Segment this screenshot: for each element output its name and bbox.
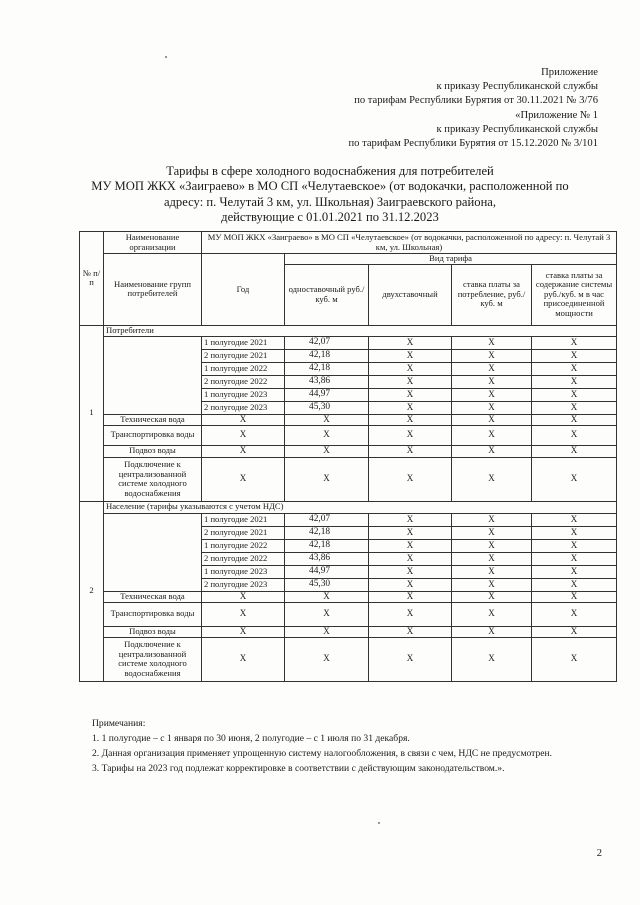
maintenance-rate-value: Х [532, 578, 617, 591]
document-header [348, 66, 598, 151]
service-year-value: Х [202, 425, 285, 445]
double-rate-value: Х [369, 401, 452, 414]
consumption-rate-value: Х [452, 445, 532, 457]
note-item: 1. 1 полугодие – с 1 января по 30 июня, 2 полугодие – с 1 июля по 31 декабря. [92, 733, 410, 744]
double-rate-value: Х [369, 414, 452, 425]
double-rate-value: Х [369, 565, 452, 578]
maintenance-rate-value: Х [532, 336, 617, 349]
consumption-rate-value: Х [452, 626, 532, 637]
header-line: по тарифам Республики Бурятия от 15.12.2020 № 3/101 [348, 138, 598, 150]
title-line: Тарифы в сфере холодного водоснабжения для потребителей [166, 164, 494, 178]
table-row [80, 626, 617, 637]
period-year: 1 полугодие 2023 [202, 388, 285, 401]
row-number: 2 [80, 501, 104, 681]
header-line: к приказу Республиканской службы [436, 81, 598, 93]
scan-speck [378, 822, 380, 824]
single-rate-value: Х [285, 414, 369, 425]
table-row [80, 414, 617, 425]
header-line: «Приложение № 1 [515, 109, 598, 121]
note-item: 3. Тарифы на 2023 год подлежат корректировке в соответствии с действующим законодательством.». [92, 763, 505, 774]
service-year-value: Х [202, 591, 285, 602]
consumption-rate-value: Х [452, 591, 532, 602]
page-number: 2 [596, 848, 602, 859]
service-year-value: Х [202, 626, 285, 637]
period-year: 2 полугодие 2022 [202, 552, 285, 565]
scan-speck [165, 56, 167, 58]
title-line: адресу: п. Челутай 3 км, ул. Школьная) Заиграевского района, [163, 194, 497, 209]
org-name: МУ МОП ЖКХ «Заиграево» в МО СП «Челутаевское» (от водокачки, расположенной по адресу: п. Челутай 3 км, ул. Школьная) [202, 232, 617, 254]
tariff-type-label: Вид тарифа [285, 254, 617, 265]
group-row [80, 501, 617, 513]
service-name: Транспортировка воды [104, 602, 202, 626]
single-rate-value: Х [285, 591, 369, 602]
single-rate-value: 42,18 [285, 349, 369, 362]
consumption-rate-value: Х [452, 388, 532, 401]
tariff-col-single: одноставочный руб./ куб. м [285, 264, 369, 325]
double-rate-value: Х [369, 336, 452, 349]
double-rate-value: Х [369, 375, 452, 388]
document-title [70, 164, 590, 226]
consumption-rate-value: Х [452, 414, 532, 425]
period-year: 1 полугодие 2023 [202, 565, 285, 578]
period-year: 2 полугодие 2023 [202, 578, 285, 591]
header-line: к приказу Республиканской службы [436, 123, 598, 135]
single-rate-value: 42,07 [285, 513, 369, 526]
maintenance-rate-value: Х [532, 457, 617, 501]
table-row [80, 457, 617, 501]
single-rate-value: 43,86 [285, 552, 369, 565]
single-rate-value: 42,18 [285, 526, 369, 539]
maintenance-rate-value: Х [532, 539, 617, 552]
period-year: 2 полугодие 2021 [202, 349, 285, 362]
service-name: Транспортировка воды [104, 425, 202, 445]
single-rate-value: Х [285, 445, 369, 457]
maintenance-rate-value: Х [532, 552, 617, 565]
consumption-rate-value: Х [452, 349, 532, 362]
single-rate-value: 43,86 [285, 375, 369, 388]
single-rate-value: Х [285, 425, 369, 445]
period-year: 2 полугодие 2021 [202, 526, 285, 539]
consumption-rate-value: Х [452, 425, 532, 445]
table-row [80, 637, 617, 681]
single-rate-value: 42,18 [285, 539, 369, 552]
consumption-rate-value: Х [452, 513, 532, 526]
service-year-value: Х [202, 602, 285, 626]
maintenance-rate-value: Х [532, 526, 617, 539]
double-rate-value: Х [369, 637, 452, 681]
consumption-rate-value: Х [452, 526, 532, 539]
double-rate-value: Х [369, 457, 452, 501]
double-rate-value: Х [369, 552, 452, 565]
single-rate-value: 44,97 [285, 565, 369, 578]
group-row [80, 325, 617, 336]
consumption-rate-value: Х [452, 637, 532, 681]
tariff-col-consumption: ставка платы за потребление, руб./ куб. м [452, 264, 532, 325]
notes-title: Примечания: [92, 718, 146, 729]
consumption-rate-value: Х [452, 552, 532, 565]
maintenance-rate-value: Х [532, 626, 617, 637]
org-label: Наименование организации [104, 232, 202, 254]
maintenance-rate-value: Х [532, 375, 617, 388]
table-row [80, 602, 617, 626]
service-year-value: Х [202, 637, 285, 681]
period-year: 1 полугодие 2022 [202, 362, 285, 375]
consumption-rate-value: Х [452, 602, 532, 626]
maintenance-rate-value: Х [532, 349, 617, 362]
period-year: 2 полугодие 2023 [202, 401, 285, 414]
consumption-rate-value: Х [452, 375, 532, 388]
double-rate-value: Х [369, 445, 452, 457]
group-blank-cell [104, 336, 202, 414]
consumption-rate-value: Х [452, 336, 532, 349]
row-number: 1 [80, 325, 104, 501]
table-row [80, 445, 617, 457]
single-rate-value: 45,30 [285, 578, 369, 591]
period-year: 1 полугодие 2021 [202, 513, 285, 526]
consumption-rate-value: Х [452, 457, 532, 501]
consumption-rate-value: Х [452, 578, 532, 591]
consumption-rate-value: Х [452, 565, 532, 578]
group-name: Потребители [104, 325, 617, 336]
single-rate-value: Х [285, 637, 369, 681]
maintenance-rate-value: Х [532, 513, 617, 526]
note-item: 2. Данная организация применяет упрощенную систему налогообложения, в связи с чем, НДС не предусмотрен. [92, 748, 553, 759]
double-rate-value: Х [369, 526, 452, 539]
period-year: 1 полугодие 2021 [202, 336, 285, 349]
service-name: Техническая вода [104, 591, 202, 602]
table-row [80, 425, 617, 445]
group-blank-cell [104, 513, 202, 591]
single-rate-value: 42,07 [285, 336, 369, 349]
double-rate-value: Х [369, 513, 452, 526]
service-year-value: Х [202, 414, 285, 425]
service-year-value: Х [202, 457, 285, 501]
double-rate-value: Х [369, 388, 452, 401]
table-row [80, 336, 617, 349]
consumption-rate-value: Х [452, 362, 532, 375]
maintenance-rate-value: Х [532, 414, 617, 425]
service-year-value: Х [202, 445, 285, 457]
header-line: Приложение [541, 67, 598, 78]
consumption-rate-value: Х [452, 401, 532, 414]
double-rate-value: Х [369, 349, 452, 362]
double-rate-value: Х [369, 626, 452, 637]
service-name: Подвоз воды [104, 626, 202, 637]
maintenance-rate-value: Х [532, 565, 617, 578]
tariff-table [79, 231, 617, 682]
maintenance-rate-value: Х [532, 637, 617, 681]
double-rate-value: Х [369, 539, 452, 552]
notes [92, 716, 610, 776]
maintenance-rate-value: Х [532, 362, 617, 375]
service-name: Подключение к централизованной системе холодного водоснабжения [104, 637, 202, 681]
single-rate-value: 44,97 [285, 388, 369, 401]
maintenance-rate-value: Х [532, 445, 617, 457]
header-line: по тарифам Республики Бурятия от 30.11.2021 № 3/76 [354, 95, 598, 107]
double-rate-value: Х [369, 591, 452, 602]
double-rate-value: Х [369, 425, 452, 445]
service-name: Подвоз воды [104, 445, 202, 457]
year-label: Год [202, 254, 285, 326]
groups-label: Наименование групп потребителей [104, 254, 202, 326]
single-rate-value: Х [285, 602, 369, 626]
double-rate-value: Х [369, 602, 452, 626]
tariff-col-double: двухставочный [369, 264, 452, 325]
maintenance-rate-value: Х [532, 602, 617, 626]
service-name: Подключение к централизованной системе холодного водоснабжения [104, 457, 202, 501]
double-rate-value: Х [369, 578, 452, 591]
period-year: 2 полугодие 2022 [202, 375, 285, 388]
maintenance-rate-value: Х [532, 591, 617, 602]
single-rate-value: Х [285, 457, 369, 501]
table-row [80, 513, 617, 526]
double-rate-value: Х [369, 362, 452, 375]
maintenance-rate-value: Х [532, 425, 617, 445]
consumption-rate-value: Х [452, 539, 532, 552]
period-year: 1 полугодие 2022 [202, 539, 285, 552]
tariff-col-maintenance: ставка платы за содержание системы руб./куб. м в час присоединенной мощности [532, 264, 617, 325]
single-rate-value: Х [285, 626, 369, 637]
col-header-num: № п/п [80, 232, 104, 326]
maintenance-rate-value: Х [532, 401, 617, 414]
single-rate-value: 42,18 [285, 362, 369, 375]
maintenance-rate-value: Х [532, 388, 617, 401]
group-name: Население (тарифы указываются с учетом НДС) [104, 501, 617, 513]
service-name: Техническая вода [104, 414, 202, 425]
title-line: МУ МОП ЖКХ «Заиграево» в МО СП «Челутаевское» (от водокачки, расположенной по [91, 179, 569, 194]
single-rate-value: 45,30 [285, 401, 369, 414]
title-line: действующие с 01.01.2021 по 31.12.2023 [221, 210, 439, 225]
table-row [80, 591, 617, 602]
